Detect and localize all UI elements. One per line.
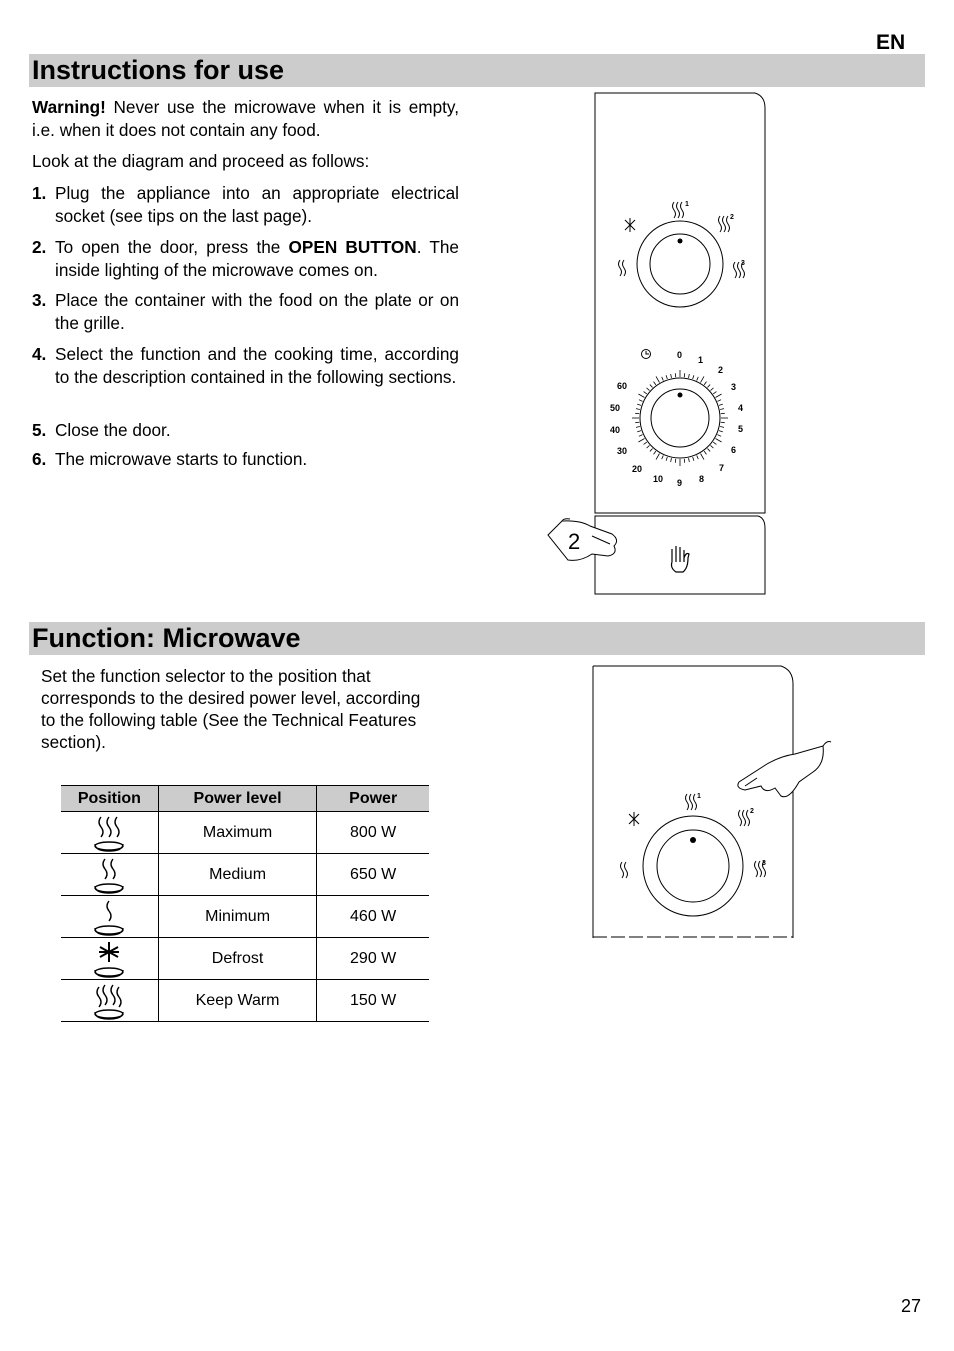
section-title: Instructions for use [32, 55, 285, 85]
step-number: 3. [32, 290, 47, 310]
step-text: Close the door. [55, 420, 171, 440]
timer-tick [689, 458, 690, 462]
power-level-cell: Defrost [158, 938, 317, 980]
power-level-cell: Keep Warm [158, 980, 317, 1022]
table-row [61, 938, 429, 980]
step-text [55, 236, 459, 281]
step-text: Place the container with the food on the plate or on the grille. [55, 290, 459, 333]
timer-label: 1 [698, 355, 704, 365]
timer-tick [637, 404, 641, 405]
function-selector-diagram [585, 660, 845, 945]
two-waves-dish-icon [87, 855, 131, 895]
timer-tick [638, 439, 644, 443]
column-header: Power [317, 786, 429, 812]
timer-tick [644, 392, 647, 394]
timer-tick [662, 455, 664, 459]
power-table [61, 785, 429, 1022]
level-mark: 3 [741, 260, 745, 267]
timer-tick [636, 427, 640, 428]
warning-label: Warning! [32, 97, 106, 117]
column-header: Position [61, 786, 158, 812]
level-1-wave-icon [686, 794, 697, 810]
timer-tick [662, 377, 664, 381]
power-value-cell: 800 W [317, 812, 429, 854]
timer-tick [639, 435, 643, 437]
power-value-cell: 460 W [317, 896, 429, 938]
timer-tick [666, 375, 667, 379]
step-text: Plug the appliance into an appropriate electrical socket (see tips on the last page). [55, 183, 459, 226]
step-item [32, 236, 459, 281]
timer-tick [717, 400, 721, 402]
pointing-hand-icon [548, 519, 617, 561]
warning-paragraph [32, 96, 459, 141]
low-power-wave-icon [621, 862, 628, 878]
timer-label: 60 [617, 381, 628, 391]
level-mark: 3 [762, 860, 766, 867]
defrost-star-icon [625, 218, 635, 232]
timer-tick [644, 442, 647, 444]
power-level-cell: Minimum [158, 896, 317, 938]
position-cell [61, 938, 158, 980]
timer-tick [704, 382, 706, 385]
timer-tick [710, 388, 713, 391]
control-panel-diagram [540, 88, 780, 600]
step-text-part: . The inside lighting of the microwave comes on. [55, 237, 459, 280]
position-cell [61, 812, 158, 854]
timer-tick [704, 451, 706, 454]
timer-tick [693, 375, 694, 379]
timer-tick [650, 385, 653, 388]
timer-label: 10 [653, 474, 664, 484]
level-mark: 1 [697, 793, 701, 800]
table-row [61, 812, 429, 854]
step-number: 4. [32, 344, 47, 364]
timer-knob [640, 378, 720, 458]
position-cell [61, 854, 158, 896]
timer-label: 30 [617, 446, 628, 456]
function-description: Set the function selector to the position that corresponds to the desired power level, according to the following table (See the Technical Features section). [41, 666, 421, 752]
clock-icon [642, 350, 651, 359]
function-knob [643, 816, 743, 916]
timer-tick [654, 451, 656, 454]
level-mark: 1 [685, 201, 689, 208]
timer-tick [671, 458, 672, 462]
one-wave-dish-icon [87, 897, 131, 937]
timer-tick [647, 388, 650, 391]
timer-tick [693, 457, 694, 461]
timer-tick [701, 376, 705, 382]
step-item [32, 343, 459, 388]
timer-tick [717, 435, 721, 437]
timer-tick [707, 385, 710, 388]
timer-label: 40 [610, 425, 621, 435]
timer-tick [719, 404, 723, 405]
level-mark: 2 [730, 214, 734, 221]
step-text: The microwave starts to function. [55, 449, 308, 469]
section-title: Function: Microwave [32, 623, 301, 653]
column-header: Power level [158, 786, 317, 812]
table-row [61, 854, 429, 896]
warm-waves-dish-icon [87, 981, 131, 1021]
timer-ticks [632, 370, 728, 466]
timer-label: 2 [718, 365, 724, 375]
step-number: 2. [32, 237, 47, 257]
timer-label: 7 [719, 463, 725, 473]
open-button-hand-icon [672, 546, 690, 572]
power-level-cell: Medium [158, 854, 317, 896]
timer-label: 4 [738, 403, 744, 413]
step-item [32, 289, 459, 334]
step-number: 1. [32, 183, 47, 203]
pointing-hand-icon [738, 742, 831, 797]
timer-tick [713, 442, 716, 444]
timer-tick [716, 394, 722, 398]
timer-tick [656, 454, 660, 460]
table-row [61, 980, 429, 1022]
snowflake-dish-icon [87, 939, 131, 979]
timer-tick [656, 376, 660, 382]
step-text-part: To open the door, press the [55, 237, 289, 257]
timer-tick [707, 448, 710, 451]
step-text: Select the function and the cooking time, according to the description contained in the following sections. [55, 344, 459, 387]
step-number: 5. [32, 420, 47, 440]
timer-tick [689, 374, 690, 378]
three-waves-dish-icon [87, 813, 131, 853]
timer-tick [638, 394, 644, 398]
level-2-wave-icon [739, 810, 750, 826]
timer-label: 20 [632, 464, 643, 474]
position-cell [61, 896, 158, 938]
level-2-wave-icon [719, 216, 730, 232]
level-1-wave-icon [673, 202, 684, 218]
timer-tick [713, 392, 716, 394]
timer-label: 50 [610, 403, 621, 413]
timer-tick [666, 457, 667, 461]
timer-tick [654, 382, 656, 385]
warning-text: Never use the microwave when it is empty, i.e. when it does not contain any food. [32, 97, 459, 140]
timer-tick [639, 400, 643, 402]
timer-tick [719, 431, 723, 432]
timer-tick [637, 431, 641, 432]
timer-tick [671, 374, 672, 378]
timer-label: 6 [731, 445, 737, 455]
power-value-cell: 650 W [317, 854, 429, 896]
timer-label: 0 [677, 350, 683, 360]
timer-label: 5 [738, 424, 744, 434]
power-value-cell: 290 W [317, 938, 429, 980]
table-row [61, 896, 429, 938]
timer-tick [720, 427, 724, 428]
page-number: 27 [901, 1296, 922, 1316]
timer-label: 3 [731, 382, 737, 392]
callout-number: 2 [568, 529, 581, 554]
level-mark: 2 [750, 808, 754, 815]
section-header-instructions [29, 54, 925, 87]
step-number: 6. [32, 449, 47, 469]
timer-tick [701, 454, 705, 460]
section-header-function [29, 622, 925, 655]
timer-tick [720, 409, 724, 410]
timer-tick [710, 445, 713, 448]
low-power-wave-icon [619, 260, 626, 276]
table-header-row [61, 786, 429, 812]
intro-text: Look at the diagram and proceed as follows: [32, 151, 370, 171]
position-cell [61, 980, 158, 1022]
power-level-cell: Maximum [158, 812, 317, 854]
timer-tick [697, 455, 699, 459]
step-item [32, 448, 459, 471]
timer-label: 8 [699, 474, 705, 484]
timer-tick [647, 445, 650, 448]
timer-tick [716, 439, 722, 443]
timer-label: 9 [677, 478, 683, 488]
timer-tick [650, 448, 653, 451]
defrost-star-icon [629, 812, 639, 826]
timer-tick [697, 377, 699, 381]
step-item [32, 182, 459, 227]
open-button-label: OPEN BUTTON [288, 237, 417, 257]
power-value-cell: 150 W [317, 980, 429, 1022]
language-code: EN [876, 31, 906, 54]
step-item [32, 419, 459, 442]
timer-tick [636, 409, 640, 410]
